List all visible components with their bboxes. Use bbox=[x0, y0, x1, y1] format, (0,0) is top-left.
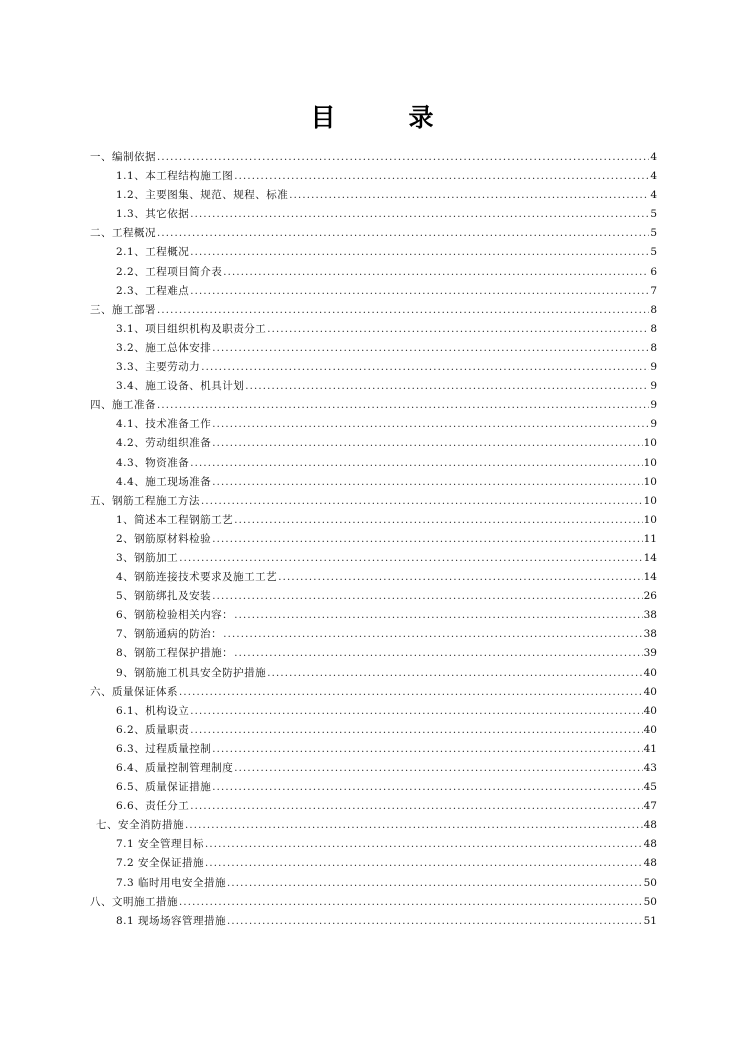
toc-dot-leader bbox=[212, 473, 642, 492]
toc-dot-leader bbox=[190, 721, 642, 740]
toc-dot-leader bbox=[227, 912, 643, 931]
toc-entry-label: 6.6、责任分工 bbox=[116, 800, 190, 813]
toc-page-number: 11 bbox=[643, 532, 657, 545]
toc-entry-label: 7.1 安全管理目标 bbox=[116, 838, 205, 851]
toc-dot-leader bbox=[185, 816, 643, 835]
toc-page-number: 8 bbox=[650, 341, 657, 354]
toc-page-number: 14 bbox=[643, 571, 657, 584]
toc-entry-label: 1、简述本工程钢筋工艺 bbox=[116, 513, 234, 526]
toc-page-number: 4 bbox=[650, 170, 657, 183]
toc-page-number: 40 bbox=[643, 666, 657, 679]
toc-dot-leader bbox=[205, 854, 643, 873]
toc-entry-label: 6.2、质量职责 bbox=[116, 723, 190, 736]
toc-section-entry[interactable] bbox=[90, 549, 657, 568]
toc-entry-label: 6.4、质量控制管理制度 bbox=[116, 762, 234, 774]
toc-dot-leader bbox=[234, 606, 642, 625]
toc-dot-leader bbox=[289, 186, 649, 205]
table-of-contents bbox=[90, 148, 657, 931]
toc-entry-label: 2.2、工程项目简介表 bbox=[116, 265, 223, 278]
toc-page-number: 9 bbox=[650, 361, 657, 374]
toc-dot-leader bbox=[212, 587, 642, 606]
toc-section-entry[interactable] bbox=[90, 263, 657, 282]
toc-chapter-entry[interactable] bbox=[90, 683, 657, 702]
toc-dot-leader bbox=[190, 797, 642, 816]
toc-page-number: 5 bbox=[650, 208, 657, 221]
toc-section-entry[interactable] bbox=[90, 778, 657, 797]
toc-entry-label: 1.1、本工程结构施工图 bbox=[116, 170, 234, 183]
toc-section-entry[interactable] bbox=[90, 702, 657, 721]
toc-section-entry[interactable] bbox=[90, 912, 657, 931]
toc-page-number: 47 bbox=[643, 800, 657, 813]
toc-section-entry[interactable] bbox=[90, 243, 657, 262]
toc-page-number: 39 bbox=[643, 647, 657, 660]
toc-dot-leader bbox=[223, 263, 649, 282]
toc-entry-label: 五、钢筋工程施工方法 bbox=[90, 494, 200, 507]
toc-dot-leader bbox=[245, 377, 649, 396]
toc-page-number: 8 bbox=[650, 303, 657, 316]
toc-dot-leader bbox=[190, 243, 649, 262]
toc-page-number: 50 bbox=[643, 876, 657, 889]
toc-page-number: 9 bbox=[650, 418, 657, 431]
toc-dot-leader bbox=[157, 301, 649, 320]
toc-entry-label: 2、钢筋原材料检验 bbox=[116, 532, 212, 545]
toc-section-entry[interactable] bbox=[90, 740, 657, 759]
toc-entry-label: 4.4、施工现场准备 bbox=[116, 475, 212, 488]
toc-dot-leader bbox=[157, 224, 649, 243]
toc-entry-label: 3.1、项目组织机构及职责分工 bbox=[116, 322, 267, 335]
toc-dot-leader bbox=[190, 205, 649, 224]
toc-page-number: 50 bbox=[643, 895, 657, 908]
toc-section-entry[interactable] bbox=[90, 644, 657, 663]
toc-section-entry[interactable] bbox=[90, 282, 657, 301]
toc-dot-leader bbox=[212, 339, 649, 358]
toc-chapter-entry[interactable] bbox=[90, 816, 657, 835]
toc-entry-label: 1.2、主要图集、规范、规程、标准 bbox=[116, 189, 289, 202]
toc-dot-leader bbox=[234, 644, 642, 663]
toc-section-entry[interactable] bbox=[90, 186, 657, 205]
toc-section-entry[interactable] bbox=[90, 587, 657, 606]
toc-section-entry[interactable] bbox=[90, 473, 657, 492]
toc-dot-leader bbox=[190, 454, 642, 473]
toc-entry-label: 6.1、机构设立 bbox=[116, 704, 190, 717]
toc-entry-label: 4、钢筋连接技术要求及施工工艺 bbox=[116, 571, 278, 584]
toc-section-entry[interactable] bbox=[90, 874, 657, 893]
toc-entry-label: 三、施工部署 bbox=[90, 303, 156, 316]
toc-dot-leader bbox=[267, 320, 649, 339]
toc-dot-leader bbox=[201, 492, 643, 511]
toc-dot-leader bbox=[234, 511, 642, 530]
toc-entry-label: 一、编制依据 bbox=[90, 151, 156, 163]
toc-section-entry[interactable] bbox=[90, 320, 657, 339]
toc-page-number: 40 bbox=[643, 723, 657, 736]
toc-page-number: 38 bbox=[643, 628, 657, 641]
toc-entry-label: 7.2 安全保证措施 bbox=[116, 857, 205, 870]
toc-entry-label: 6、钢筋检验相关内容： bbox=[116, 609, 234, 622]
toc-section-entry[interactable] bbox=[90, 339, 657, 358]
toc-entry-label: 6.3、过程质量控制 bbox=[116, 742, 212, 755]
toc-entry-label: 9、钢筋施工机具安全防护措施 bbox=[116, 666, 267, 679]
toc-entry-label: 4.1、技术准备工作 bbox=[116, 418, 212, 431]
toc-entry-label: 4.2、劳动组织准备 bbox=[116, 437, 212, 450]
toc-page-number: 14 bbox=[643, 551, 657, 564]
toc-page-number: 10 bbox=[643, 475, 657, 488]
toc-section-entry[interactable] bbox=[90, 759, 657, 778]
toc-page-number: 10 bbox=[643, 456, 657, 469]
toc-dot-leader bbox=[179, 549, 642, 568]
toc-entry-label: 2.1、工程概况 bbox=[116, 246, 190, 259]
toc-page-number: 7 bbox=[650, 284, 657, 297]
toc-entry-label: 8、钢筋工程保护措施： bbox=[116, 647, 234, 660]
toc-section-entry[interactable] bbox=[90, 415, 657, 434]
toc-entry-label: 3.2、施工总体安排 bbox=[116, 341, 212, 354]
toc-entry-label: 3.3、主要劳动力 bbox=[116, 361, 201, 374]
toc-section-entry[interactable] bbox=[90, 167, 657, 186]
toc-entry-label: 3.4、施工设备、机具计划 bbox=[116, 380, 245, 393]
toc-dot-leader bbox=[179, 683, 643, 702]
toc-section-entry[interactable] bbox=[90, 664, 657, 683]
toc-dot-leader bbox=[190, 702, 642, 721]
toc-dot-leader bbox=[223, 625, 642, 644]
toc-entry-label: 3、钢筋加工 bbox=[116, 551, 179, 564]
toc-chapter-entry[interactable] bbox=[90, 492, 657, 511]
toc-section-entry[interactable] bbox=[90, 205, 657, 224]
toc-entry-label: 7、钢筋通病的防治： bbox=[116, 628, 223, 641]
toc-entry-label: 7.3 临时用电安全措施 bbox=[116, 876, 227, 889]
toc-page-number: 6 bbox=[650, 265, 657, 278]
toc-entry-label: 1.3、其它依据 bbox=[116, 208, 190, 221]
toc-section-entry[interactable] bbox=[90, 568, 657, 587]
toc-page-number: 5 bbox=[650, 227, 657, 240]
toc-page-number: 4 bbox=[650, 189, 657, 202]
toc-page-number: 10 bbox=[643, 513, 657, 526]
toc-page-number: 40 bbox=[643, 704, 657, 717]
toc-dot-leader bbox=[201, 358, 649, 377]
toc-dot-leader bbox=[157, 396, 649, 415]
toc-dot-leader bbox=[234, 167, 649, 186]
toc-section-entry[interactable] bbox=[90, 377, 657, 396]
toc-page-number: 48 bbox=[643, 857, 657, 870]
toc-entry-label: 5、钢筋绑扎及安装 bbox=[116, 590, 212, 603]
toc-section-entry[interactable] bbox=[90, 625, 657, 644]
toc-entry-label: 四、施工准备 bbox=[90, 399, 156, 412]
toc-entry-label: 4.3、物资准备 bbox=[116, 456, 190, 469]
toc-section-entry[interactable] bbox=[90, 530, 657, 549]
toc-dot-leader bbox=[212, 778, 642, 797]
toc-page-number: 10 bbox=[643, 437, 657, 450]
toc-page-number: 48 bbox=[643, 819, 657, 832]
toc-dot-leader bbox=[157, 148, 649, 167]
toc-dot-leader bbox=[179, 893, 643, 912]
toc-entry-label: 六、质量保证体系 bbox=[90, 685, 178, 698]
toc-dot-leader bbox=[227, 874, 643, 893]
toc-chapter-entry[interactable] bbox=[90, 893, 657, 912]
toc-dot-leader bbox=[212, 434, 642, 453]
toc-page-number: 40 bbox=[643, 685, 657, 698]
toc-page-number: 10 bbox=[643, 494, 657, 507]
toc-entry-label: 八、文明施工措施 bbox=[90, 895, 178, 908]
toc-page-number: 26 bbox=[643, 590, 657, 603]
toc-page-number: 9 bbox=[650, 399, 657, 412]
toc-entry-label: 8.1 现场场容管理措施 bbox=[116, 914, 227, 927]
toc-entry-label: 二、工程概况 bbox=[90, 227, 156, 240]
toc-page-number: 9 bbox=[650, 380, 657, 393]
toc-section-entry[interactable] bbox=[90, 434, 657, 453]
toc-dot-leader bbox=[190, 282, 649, 301]
toc-page-number: 41 bbox=[643, 742, 657, 755]
toc-page-number: 48 bbox=[643, 838, 657, 851]
toc-page-number: 45 bbox=[643, 781, 657, 794]
toc-dot-leader bbox=[212, 740, 642, 759]
toc-page-number: 51 bbox=[643, 914, 657, 927]
toc-chapter-entry[interactable] bbox=[90, 148, 657, 167]
page-title: 目 录 bbox=[310, 103, 458, 132]
toc-dot-leader bbox=[234, 759, 642, 778]
toc-dot-leader bbox=[212, 415, 649, 434]
toc-chapter-entry[interactable] bbox=[90, 301, 657, 320]
toc-dot-leader bbox=[278, 568, 642, 587]
toc-dot-leader bbox=[205, 835, 643, 854]
toc-page-number: 43 bbox=[643, 762, 657, 774]
toc-entry-label: 七、安全消防措施 bbox=[96, 819, 184, 832]
toc-section-entry[interactable] bbox=[90, 454, 657, 473]
toc-page-number: 4 bbox=[650, 151, 657, 163]
toc-entry-label: 6.5、质量保证措施 bbox=[116, 781, 212, 794]
toc-section-entry[interactable] bbox=[90, 835, 657, 854]
toc-page-number: 5 bbox=[650, 246, 657, 259]
toc-chapter-entry[interactable] bbox=[90, 396, 657, 415]
toc-section-entry[interactable] bbox=[90, 511, 657, 530]
toc-page-number: 8 bbox=[650, 322, 657, 335]
toc-section-entry[interactable] bbox=[90, 721, 657, 740]
toc-section-entry[interactable] bbox=[90, 797, 657, 816]
toc-section-entry[interactable] bbox=[90, 854, 657, 873]
toc-dot-leader bbox=[212, 530, 642, 549]
toc-section-entry[interactable] bbox=[90, 606, 657, 625]
toc-chapter-entry[interactable] bbox=[90, 224, 657, 243]
toc-section-entry[interactable] bbox=[90, 358, 657, 377]
toc-page-number: 38 bbox=[643, 609, 657, 622]
toc-dot-leader bbox=[267, 664, 642, 683]
toc-entry-label: 2.3、工程难点 bbox=[116, 284, 190, 297]
